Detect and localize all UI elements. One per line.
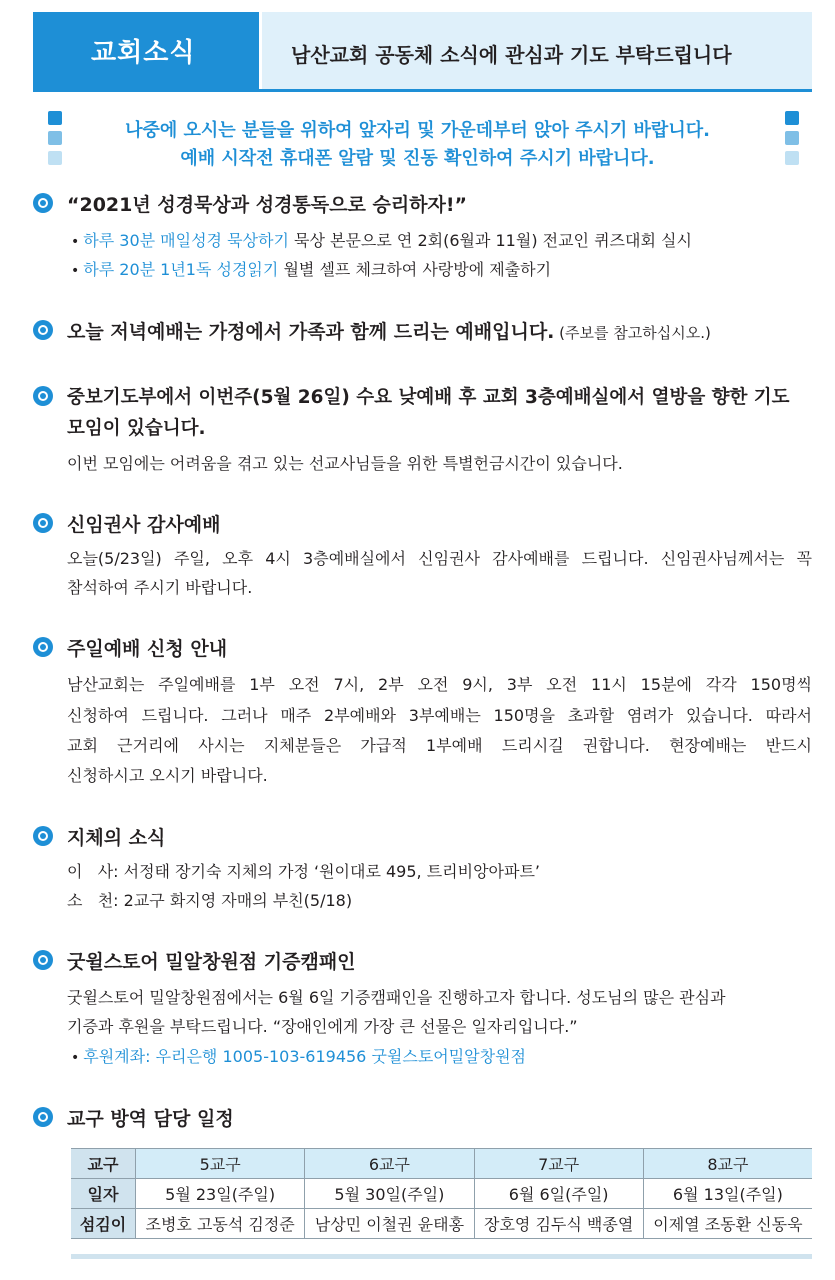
table-cell: 조병호 고동석 김정준: [136, 1209, 305, 1239]
bullet-icon: [33, 320, 53, 340]
section-3-body: 이번 모임에는 어려움을 겪고 있는 선교사님들을 위한 특별헌금시간이 있습니다.: [67, 454, 623, 473]
table-cell: 장호영 김두식 백종열: [474, 1209, 643, 1239]
header-subtitle: 남산교회 공동체 소식에 관심과 기도 부탁드립니다: [291, 43, 732, 67]
table-cell: 7교구: [474, 1149, 643, 1179]
section-7-account: [71, 1044, 526, 1067]
bullet-dot: •: [71, 263, 80, 279]
section-4-line-2: 참석하여 주시기 바랍니다.: [67, 578, 253, 597]
notice-line-1: 나중에 오시는 분들을 위하여 앞자리 및 가운데부터 앉아 주시기 바랍니다.: [125, 120, 710, 141]
page-title: 교회소식: [91, 38, 196, 68]
table-row: [71, 1209, 812, 1239]
section-5-line-1: 남산교회는 주일예배를 1부 오전 7시, 2부 오전 9시, 3부 오전 11시 15분에 각각 150명씩: [67, 675, 812, 694]
table-cell: 5월 30일(주일): [305, 1179, 474, 1209]
table-cell: 6교구: [305, 1149, 474, 1179]
row-label: 일자: [71, 1179, 136, 1209]
notice-line-2: 예배 시작전 휴대폰 알람 및 진동 확인하여 주시기 바랍니다.: [180, 148, 655, 169]
table-row: [71, 1149, 812, 1179]
table-cell: 5월 23일(주일): [136, 1179, 305, 1209]
section-5-title: 주일예배 신청 안내: [67, 638, 228, 660]
bullet-icon: [33, 513, 53, 533]
bullet-icon: [33, 826, 53, 846]
section-1-item-1: [71, 228, 692, 251]
item-text: 묵상 본문으로 연 2회(6월과 11월) 전교인 퀴즈대회 실시: [288, 231, 692, 250]
section-7-line-2: 기증과 후원을 부탁드립니다. “장애인에게 가장 큰 선물은 일자리입니다.”: [67, 1017, 578, 1036]
section-5-line-3: 교회 근거리에 사시는 지체분들은 가급적 1부예배 드리시길 권합니다. 현장예배는 반드시: [67, 736, 812, 755]
section-2-title-text: 오늘 저녁예배는 가정에서 가족과 함께 드리는 예배입니다.: [67, 321, 555, 343]
bullet-icon: [33, 193, 53, 213]
section-4-line-1: 오늘(5/23일) 주일, 오후 4시 3층예배실에서 신임권사 감사예배를 드립니다. 신임권사님께서는 꼭: [67, 549, 812, 568]
section-4-title: 신임권사 감사예배: [67, 514, 221, 536]
table-cell: 8교구: [643, 1149, 812, 1179]
bullet-icon: [33, 637, 53, 657]
bullet-icon: [33, 950, 53, 970]
table-cell: 6월 13일(주일): [643, 1179, 812, 1209]
account-text: 후원계좌: 우리은행 1005-103-619456 굿윌스토어밀알창원점: [83, 1047, 527, 1066]
section-7-line-1: 굿윌스토어 밀알창원점에서는 6월 6일 기증캠패인을 진행하고자 합니다. 성도님의 많은 관심과: [67, 988, 726, 1007]
table-row: [71, 1179, 812, 1209]
row-label: 교구: [71, 1149, 136, 1179]
highlight-text: 하루 30분 매일성경 묵상하기: [83, 231, 289, 250]
section-2-title: [67, 317, 711, 344]
table-cell: 이제열 조동환 신동욱: [643, 1209, 812, 1239]
item-text: 월별 셀프 체크하여 사랑방에 제출하기: [278, 260, 552, 279]
section-6-funeral: 소 천: 2교구 화지영 자매의 부친(5/18): [67, 891, 353, 910]
table-cell: 6월 6일(주일): [474, 1179, 643, 1209]
header-tab: [33, 12, 262, 89]
header-banner: [33, 12, 812, 92]
section-3-title-1: 중보기도부에서 이번주(5월 26일) 수요 낮예배 후 교회 3층예배실에서 열방을 향한 기도: [67, 387, 790, 408]
section-6-move: 이 사: 서정태 장기숙 지체의 가정 ‘원이대로 495, 트리비앙아파트’: [67, 862, 540, 881]
divider: [71, 1254, 812, 1259]
row-label: 섬김이: [71, 1209, 136, 1239]
bullet-dot: •: [71, 234, 80, 250]
table-cell: 5교구: [136, 1149, 305, 1179]
section-3-title-2: 모임이 있습니다.: [67, 418, 206, 439]
section-8-title: 교구 방역 담당 일정: [67, 1108, 234, 1130]
section-6-title: 지체의 소식: [67, 827, 166, 849]
section-5-line-4: 신청하시고 오시기 바랍니다.: [67, 766, 268, 785]
section-1-item-2: [71, 257, 551, 280]
section-1-title: “2021년 성경묵상과 성경통독으로 승리하자!”: [67, 194, 468, 216]
bullet-icon: [33, 386, 53, 406]
section-2-note: (주보를 참고하십시오.): [554, 324, 711, 342]
highlight-text: 하루 20분 1년1독 성경읽기: [83, 260, 279, 279]
schedule-table: [71, 1148, 812, 1239]
bullet-icon: [33, 1107, 53, 1127]
bullet-dot: •: [71, 1050, 80, 1066]
section-7-title: 굿윌스토어 밀알창원점 기증캠패인: [67, 951, 356, 973]
table-cell: 남상민 이철권 윤태홍: [305, 1209, 474, 1239]
section-5-line-2: 신청하여 드립니다. 그러나 매주 2부예배와 3부예배는 150명을 초과할 염려가 있습니다. 따라서: [67, 706, 812, 725]
